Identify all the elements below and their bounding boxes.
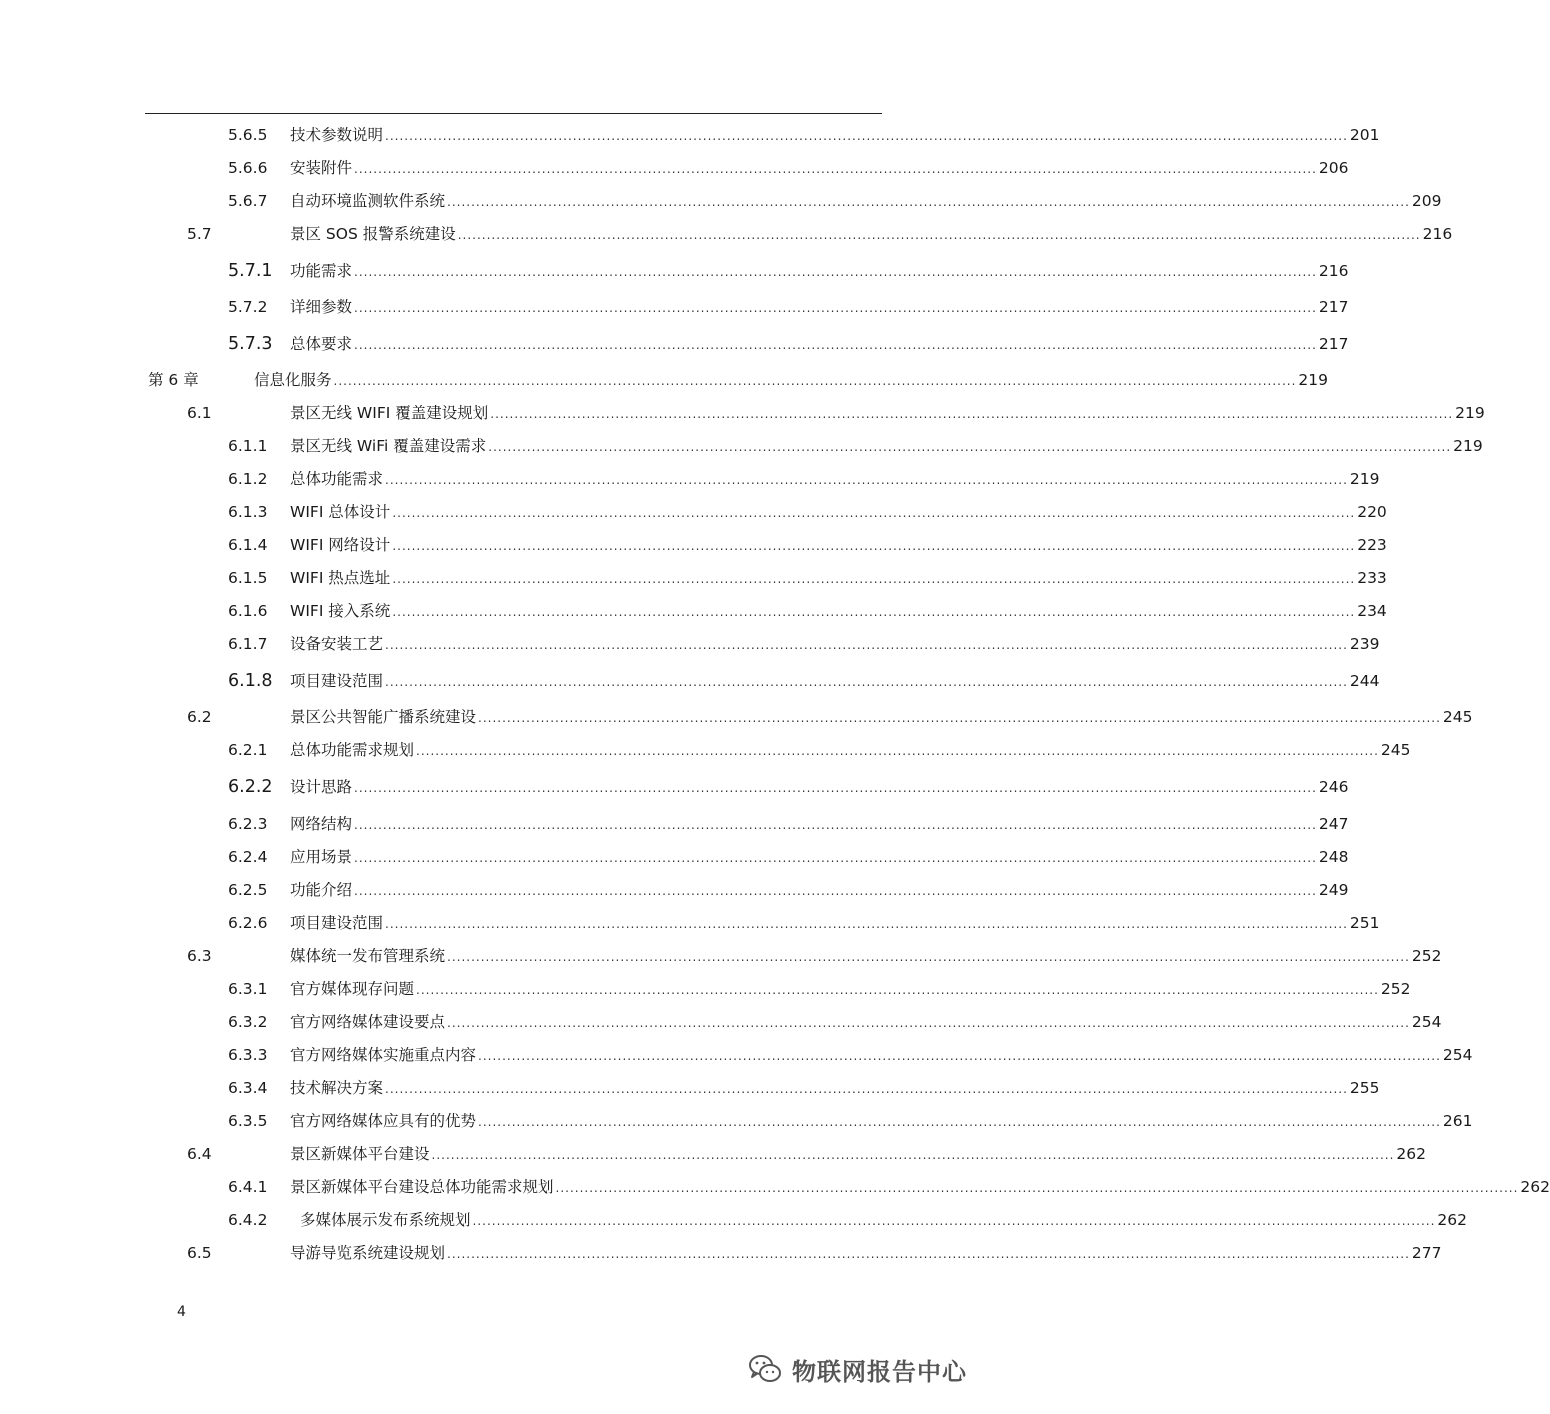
toc-entry[interactable] (0, 1174, 1550, 1200)
toc-entry[interactable] (0, 1240, 1442, 1266)
toc-entry-page: 252 (1380, 980, 1411, 998)
toc-entry-title: 功能需求 (290, 262, 353, 280)
toc-entry-title: 景区 SOS 报警系统建设 (290, 225, 456, 243)
toc-entry[interactable] (0, 188, 1442, 214)
toc-entry[interactable] (0, 704, 1473, 730)
toc-entry-number: 6.1.8 (228, 671, 273, 691)
watermark (748, 1349, 967, 1389)
toc-entry-title: 信息化服务 (254, 371, 332, 389)
toc-entry-number: 5.7.3 (228, 334, 273, 354)
toc-entry-page: 255 (1349, 1079, 1380, 1097)
toc-entry[interactable] (0, 844, 1349, 870)
dot-leader: ........................................................................................................................................................................................................ (354, 781, 1317, 795)
dot-leader: ........................................................................................................................................................................................................ (385, 473, 1348, 487)
wechat-icon (748, 1353, 782, 1385)
toc-entry[interactable] (0, 155, 1349, 181)
toc-entry[interactable] (0, 737, 1411, 763)
toc-entry-number: 6.2.2 (228, 777, 273, 797)
toc-entry-title: 媒体统一发布管理系统 (290, 947, 446, 965)
toc-entry-page: 234 (1357, 602, 1387, 620)
toc-entry-number: 6.2 (187, 708, 212, 726)
toc-entry-number: 6.3 (187, 947, 212, 965)
dot-leader: ........................................................................................................................................................................................................ (478, 711, 1441, 725)
toc-entry-title: 项目建设范围 (290, 672, 384, 690)
toc-entry-title: 景区公共智能广播系统建设 (290, 708, 477, 726)
dot-leader: ........................................................................................................................................................................................................ (385, 129, 1348, 143)
toc-entry-title: 官方网络媒体实施重点内容 (290, 1046, 477, 1064)
toc-entry-number: 5.6.6 (228, 159, 268, 177)
toc-entry-title: 官方网络媒体建设要点 (290, 1013, 446, 1031)
toc-entry-title: WIFI 热点选址 (290, 569, 391, 587)
toc-entry[interactable] (0, 668, 1380, 694)
toc-entry[interactable] (0, 565, 1387, 591)
dot-leader: ........................................................................................................................................................................................................ (447, 1247, 1410, 1261)
dot-leader: ........................................................................................................................................................................................................ (555, 1181, 1519, 1195)
dot-leader: ........................................................................................................................................................................................................ (354, 884, 1317, 898)
toc-entry[interactable] (0, 598, 1387, 624)
toc-entry-number: 6.2.6 (228, 914, 268, 932)
toc-entry[interactable] (0, 910, 1380, 936)
toc-entry[interactable] (0, 433, 1483, 459)
dot-leader: ........................................................................................................................................................................................................ (354, 301, 1317, 315)
toc-entry-page: 219 (1349, 470, 1380, 488)
toc-entry-number: 6.1.1 (228, 437, 268, 455)
dot-leader: ........................................................................................................................................................................................................ (392, 572, 1356, 586)
toc-entry[interactable] (0, 499, 1387, 525)
toc-entry-number: 6.1.2 (228, 470, 268, 488)
toc-entry-title: 应用场景 (290, 848, 353, 866)
toc-entry-page: 217 (1318, 298, 1349, 316)
toc-entry-number: 6.1.3 (228, 503, 268, 521)
toc-entry-number: 6.3.3 (228, 1046, 268, 1064)
toc-entry[interactable] (0, 943, 1442, 969)
dot-leader: ........................................................................................................................................................................................................ (478, 1049, 1441, 1063)
dot-leader: ........................................................................................................................................................................................................ (385, 675, 1348, 689)
toc-entry[interactable] (0, 367, 1328, 393)
dot-leader: ........................................................................................................................................................................................................ (392, 506, 1356, 520)
toc-entry-page: 262 (1437, 1211, 1467, 1229)
toc-entry-title: 多媒体展示发布系统规划 (300, 1211, 471, 1229)
toc-entry-page: 248 (1318, 848, 1349, 866)
toc-entry-page: 251 (1349, 914, 1380, 932)
dot-leader: ........................................................................................................................................................................................................ (354, 818, 1317, 832)
toc-entry-number: 6.2.1 (228, 741, 268, 759)
toc-entry-title: 官方媒体现存问题 (290, 980, 415, 998)
toc-entry-page: 254 (1411, 1013, 1442, 1031)
toc-entry[interactable] (0, 1042, 1473, 1068)
toc-entry-title: 景区无线 WiFi 覆盖建设需求 (290, 437, 487, 455)
toc-entry-page: 277 (1411, 1244, 1442, 1262)
toc-entry[interactable] (0, 631, 1380, 657)
toc-entry-number: 6.1.7 (228, 635, 268, 653)
toc-entry[interactable] (0, 976, 1411, 1002)
toc-entry-number: 6.1.5 (228, 569, 268, 587)
toc-entry-page: 219 (1453, 437, 1483, 455)
toc-entry-number: 6.2.5 (228, 881, 268, 899)
toc-entry-title: 景区无线 WIFI 覆盖建设规划 (290, 404, 489, 422)
toc-entry-page: 254 (1442, 1046, 1473, 1064)
toc-entry-title: 详细参数 (290, 298, 353, 316)
watermark-text: 物联网报告中心 (792, 1357, 967, 1386)
toc-entry-number: 6.3.5 (228, 1112, 268, 1130)
dot-leader: ........................................................................................................................................................................................................ (354, 851, 1317, 865)
dot-leader: ........................................................................................................................................................................................................ (392, 539, 1356, 553)
toc-entry-title: 技术解决方案 (290, 1079, 384, 1097)
toc-entry-page: 217 (1318, 335, 1349, 353)
toc-entry-title: 安装附件 (290, 159, 353, 177)
toc-entry-title: WIFI 总体设计 (290, 503, 391, 521)
toc-entry-page: 245 (1380, 741, 1411, 759)
toc-entry-number: 6.4.1 (228, 1178, 268, 1196)
toc-entry-number: 5.6.7 (228, 192, 268, 210)
toc-entry-number: 6.2.4 (228, 848, 268, 866)
toc-entry-title: 景区新媒体平台建设总体功能需求规划 (290, 1178, 554, 1196)
toc-entry-title: 网络结构 (290, 815, 353, 833)
dot-leader: ........................................................................................................................................................................................................ (416, 744, 1379, 758)
toc-entry-number: 5.7 (187, 225, 212, 243)
toc-entry-page: 262 (1520, 1178, 1550, 1196)
toc-entry-title: 总体功能需求 (290, 470, 384, 488)
toc-entry-number: 6.3.4 (228, 1079, 268, 1097)
toc-entry-number: 6.3.2 (228, 1013, 268, 1031)
toc-entry-page: 209 (1411, 192, 1442, 210)
toc-entry[interactable] (0, 1075, 1380, 1101)
toc-entry-page: 201 (1349, 126, 1380, 144)
toc-entry-title: 项目建设范围 (290, 914, 384, 932)
toc-entry-page: 206 (1318, 159, 1349, 177)
toc-entry[interactable] (0, 811, 1349, 837)
toc-entry-page: 219 (1455, 404, 1485, 422)
toc-entry-number: 6.3.1 (228, 980, 268, 998)
toc-entry-page: 262 (1396, 1145, 1426, 1163)
toc-entry[interactable] (0, 400, 1485, 426)
toc-entry-number: 6.1.6 (228, 602, 268, 620)
toc-entry-page: 249 (1318, 881, 1349, 899)
toc-entry-title: 自动环境监测软件系统 (290, 192, 446, 210)
toc-entry-title: WIFI 网络设计 (290, 536, 391, 554)
toc-entry-title: 设备安装工艺 (290, 635, 384, 653)
toc-entry-title: WIFI 接入系统 (290, 602, 391, 620)
toc-entry-number: 6.5 (187, 1244, 212, 1262)
toc-entry[interactable] (0, 532, 1387, 558)
toc-entry-page: 216 (1422, 225, 1453, 243)
toc-entry-title: 设计思路 (290, 778, 353, 796)
dot-leader: ........................................................................................................................................................................................................ (333, 374, 1297, 388)
toc-entry-page: 246 (1318, 778, 1349, 796)
dot-leader: ........................................................................................................................................................................................................ (457, 228, 1421, 242)
toc-entry-number: 6.1 (187, 404, 212, 422)
toc-entry-number: 5.7.2 (228, 298, 268, 316)
toc-entry-page: 220 (1357, 503, 1387, 521)
page-number: 4 (177, 1304, 186, 1320)
toc-entry-title: 官方网络媒体应具有的优势 (290, 1112, 477, 1130)
toc-entry-number: 第 6 章 (148, 371, 199, 389)
dot-leader: ........................................................................................................................................................................................................ (478, 1115, 1441, 1129)
toc-entry-page: 261 (1442, 1112, 1473, 1130)
dot-leader: ........................................................................................................................................................................................................ (447, 195, 1410, 209)
toc-entry-title: 景区新媒体平台建设 (290, 1145, 430, 1163)
toc-entry[interactable] (0, 122, 1380, 148)
toc-entry[interactable] (0, 258, 1349, 284)
toc-entry[interactable] (0, 466, 1380, 492)
toc-entry-page: 219 (1298, 371, 1328, 389)
toc-entry-page: 252 (1411, 947, 1442, 965)
toc-entry-number: 5.7.1 (228, 261, 273, 281)
toc-entry-title: 总体功能需求规划 (290, 741, 415, 759)
toc-entry-number: 6.4.2 (228, 1211, 268, 1229)
dot-leader: ........................................................................................................................................................................................................ (354, 265, 1317, 279)
toc-entry-title: 总体要求 (290, 335, 353, 353)
dot-leader: ........................................................................................................................................................................................................ (385, 917, 1348, 931)
toc-entry-page: 223 (1357, 536, 1387, 554)
dot-leader: ........................................................................................................................................................................................................ (385, 1082, 1348, 1096)
toc-entry[interactable] (0, 221, 1453, 247)
toc-entry[interactable] (0, 1108, 1473, 1134)
toc-entry[interactable] (0, 877, 1349, 903)
toc-entry-number: 5.6.5 (228, 126, 268, 144)
toc-entry[interactable] (0, 294, 1349, 320)
dot-leader: ........................................................................................................................................................................................................ (354, 162, 1317, 176)
dot-leader: ........................................................................................................................................................................................................ (472, 1214, 1436, 1228)
toc-entry-page: 239 (1349, 635, 1380, 653)
toc-entry-page: 245 (1442, 708, 1473, 726)
dot-leader: ........................................................................................................................................................................................................ (392, 605, 1356, 619)
toc-entry-title: 功能介绍 (290, 881, 353, 899)
dot-leader: ........................................................................................................................................................................................................ (490, 407, 1454, 421)
dot-leader: ........................................................................................................................................................................................................ (431, 1148, 1395, 1162)
dot-leader: ........................................................................................................................................................................................................ (354, 338, 1317, 352)
toc-entry-title: 导游导览系统建设规划 (290, 1244, 446, 1262)
toc-entry-page: 244 (1349, 672, 1380, 690)
toc-entry[interactable] (0, 774, 1349, 800)
toc-entry-page: 247 (1318, 815, 1349, 833)
toc-entry[interactable] (0, 1207, 1467, 1233)
toc-entry-number: 6.2.3 (228, 815, 268, 833)
toc-entry-title: 技术参数说明 (290, 126, 384, 144)
dot-leader: ........................................................................................................................................................................................................ (447, 950, 1410, 964)
toc-entry-number: 6.1.4 (228, 536, 268, 554)
toc-entry[interactable] (0, 1141, 1426, 1167)
dot-leader: ........................................................................................................................................................................................................ (416, 983, 1379, 997)
dot-leader: ........................................................................................................................................................................................................ (385, 638, 1348, 652)
toc-entry-page: 233 (1357, 569, 1387, 587)
toc-entry[interactable] (0, 331, 1349, 357)
dot-leader: ........................................................................................................................................................................................................ (447, 1016, 1410, 1030)
toc-entry[interactable] (0, 1009, 1442, 1035)
dot-leader: ........................................................................................................................................................................................................ (488, 440, 1452, 454)
toc-entry-page: 216 (1318, 262, 1349, 280)
toc-entry-number: 6.4 (187, 1145, 212, 1163)
